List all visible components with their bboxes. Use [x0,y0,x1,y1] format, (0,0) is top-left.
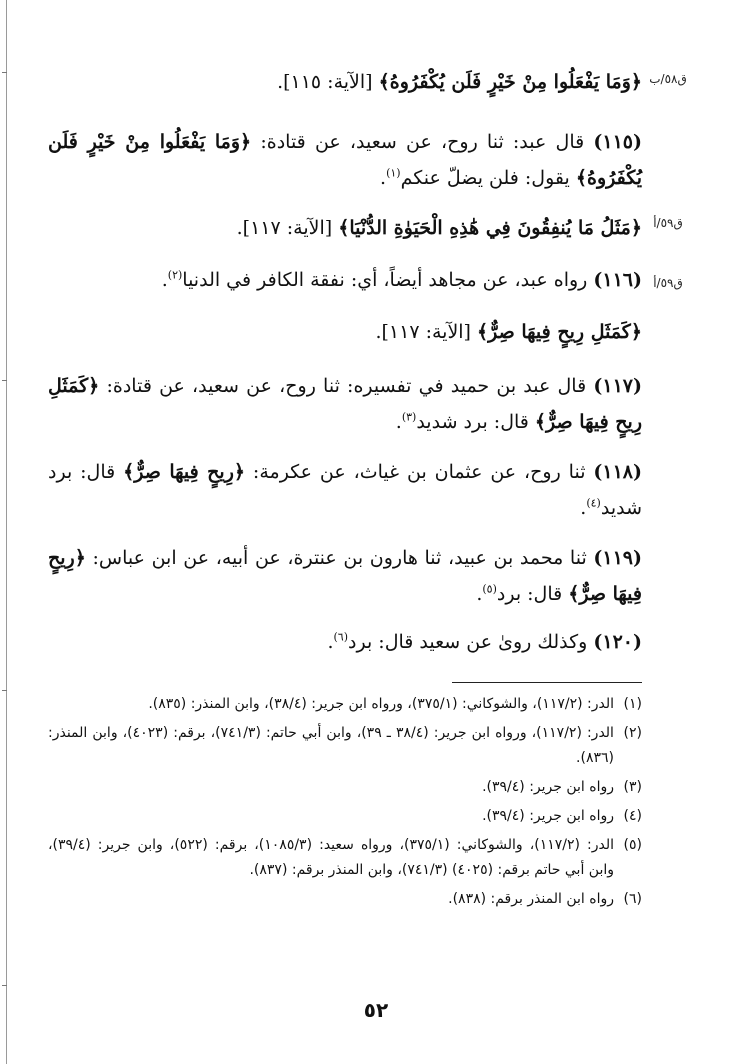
verse-heading [48,210,642,246]
footnote-number: (٤) [623,808,642,824]
footnote-marker: (٦) [333,630,349,644]
narration-text: وكذلك روىٰ عن سعيد قال: برد [348,631,594,653]
footnote [48,775,642,800]
footnote-text: الدر: (١١٧/٢)، والشوكاني: (٣٧٥/١)، ورواه سعيد: (١٠٨٥/٣)، برقم: (٥٢٢)، وابن جرير: (٣٩/٤)، وابن أبي حاتم برقم: (٤٠٢٥) (٧٤١/٣)، وابن المنذر برقم: (٨٣٧). [48,837,614,878]
narration-number: (١١٩) [593,547,642,569]
quran-verse: ﴿مَثَلُ مَا يُنفِقُونَ فِي هَٰذِهِ الْحَيَوٰةِ الدُّنْيَا﴾ [338,217,642,239]
footnote [48,804,642,829]
edge-tick [2,72,7,73]
verse-reference: [الآية: ١١٥]. [277,71,379,93]
footnote-marker: (٥) [482,582,497,596]
footnote-marker: (١) [386,166,401,180]
quran-verse: ﴿وَمَا يَفْعَلُوا مِنْ خَيْرٍ فَلَن يُكْفَرُوهُ﴾ [378,71,642,93]
narration-paragraph [48,540,642,612]
quran-verse: ﴿كَمَثَلِ رِيحٍ فِيهَا صِرٌّ﴾ [477,321,642,343]
narration-paragraph [48,262,642,298]
footnote-separator [452,682,642,683]
narration-text: قال: برد شديد [48,461,642,519]
narration-text: ثنا محمد بن عبيد، ثنا هارون بن عنترة، عن أبيه، عن ابن عباس: [85,547,594,569]
punctuation: . [580,497,587,519]
page-number: ٥٢ [363,998,389,1022]
footnote-number: (٥) [623,837,642,853]
footnote-marker: (٣) [401,410,417,424]
narration-text: قال: برد شديد [416,411,535,433]
footnote [48,887,642,912]
footnote-number: (٣) [623,779,642,795]
verse-heading [48,64,642,100]
narration-paragraph [48,124,642,196]
footnote-text: رواه ابن جرير: (٣٩/٤). [482,779,614,795]
punctuation: . [380,167,387,189]
margin-note: ق٥٨/ب [649,72,687,86]
narration-text: قال عبد بن حميد في تفسيره: ثنا روح، عن سعيد، عن قتادة: [99,375,594,397]
narration-text: يقول: فلن يضلّ عنكم [400,167,576,189]
narration-number: (١٢٠) [593,631,642,653]
narration-number: (١١٦) [593,269,642,291]
narration-text: قال عبد: ثنا روح، عن سعيد، عن قتادة: [251,131,594,153]
narration-paragraph [48,454,642,526]
footnotes-section [48,692,642,916]
narration-text: ثنا روح، عن عثمان بن غياث، عن عكرمة: [245,461,594,483]
footnote-text: الدر: (١١٧/٢)، والشوكاني: (٣٧٥/١)، ورواه ابن جرير: (٣٨/٤)، وابن المنذر: (٨٣٥). [148,696,614,712]
narration-text: قال: برد [496,583,569,605]
narration-paragraph [48,624,642,660]
binding-edge-line [6,0,7,1064]
footnote-text: رواه ابن جرير: (٣٩/٤). [482,808,614,824]
quran-verse: ﴿رِيحٍ فِيهَا صِرٌّ﴾ [123,461,246,483]
footnote-number: (١) [623,696,642,712]
footnote-text: رواه ابن المنذر برقم: (٨٣٨). [448,891,614,907]
punctuation: . [327,631,334,653]
margin-note: ق٥٩/أ [653,216,683,230]
quran-verse: ﴿كَمَثَلِ رِيحٍ فِيهَا صِرٌّ﴾ [48,375,642,433]
footnote-number: (٢) [623,725,642,741]
footnote [48,692,642,717]
verse-reference: [الآية: ١١٧]. [236,217,339,239]
footnote-marker: (٤) [586,496,601,510]
punctuation: . [395,411,402,433]
narration-paragraph [48,368,642,440]
footnote-number: (٦) [623,891,642,907]
footnote [48,721,642,771]
narration-number: (١١٥) [593,131,643,153]
edge-tick [2,380,7,381]
edge-tick [2,690,7,691]
footnote-text: الدر: (١١٧/٢)، ورواه ابن جرير: (٣٨/٤ ـ ٣٩)، وابن أبي حاتم: (٧٤١/٣)، برقم: (٤٠٢٣)، وابن المنذر: (٨٣٦). [48,725,614,766]
margin-note: ق٥٩/أ [653,276,683,290]
footnote-marker: (٢) [167,268,183,282]
edge-tick [2,985,7,986]
narration-text: رواه عبد، عن مجاهد أيضاً، أي: نفقة الكافر في الدنيا [182,269,594,291]
narration-number: (١١٨) [593,461,642,483]
verse-heading [48,314,642,350]
verse-reference: [الآية: ١١٧]. [375,321,478,343]
quran-verse: ﴿رِيحٍ فِيهَا صِرٌّ﴾ [48,547,642,605]
punctuation: . [161,269,168,291]
punctuation: . [476,583,483,605]
quran-verse: ﴿وَمَا يَفْعَلُوا مِنْ خَيْرٍ فَلَن يُكْفَرُوهُ﴾ [48,131,642,189]
narration-number: (١١٧) [593,375,642,397]
footnote [48,833,642,883]
